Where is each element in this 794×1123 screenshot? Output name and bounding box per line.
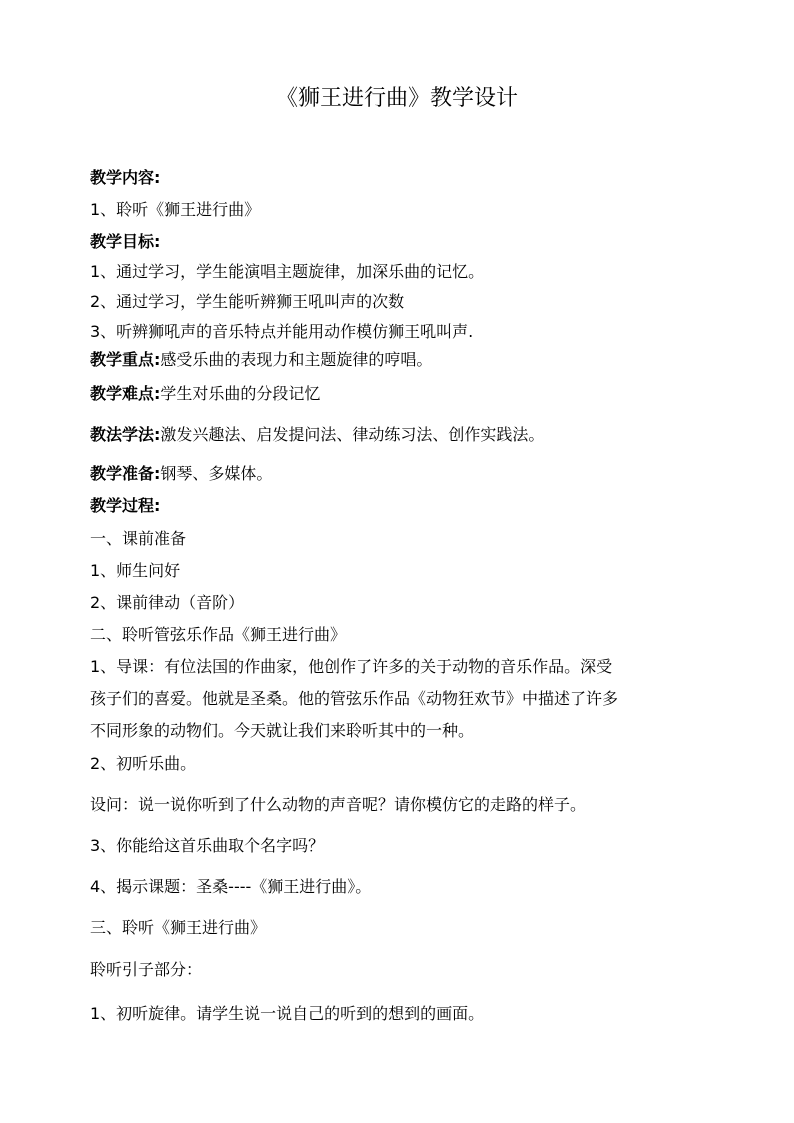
preparation-row	[90, 463, 272, 485]
intro-part-heading: 聆听引子部分：	[90, 960, 203, 979]
section-2-item-3: 3、你能给这首乐曲取个名字吗？	[90, 836, 325, 855]
intro-line-3: 不同形象的动物们。今天就让我们来聆听其中的一种。	[90, 721, 475, 740]
intro-line-2: 孩子们的喜爱。他就是圣桑。他的管弦乐作品《动物狂欢节》中描述了许多	[90, 689, 619, 708]
goals-heading: 教学目标:	[90, 232, 161, 251]
section-1-heading: 一、课前准备	[90, 529, 187, 548]
key-points-row	[90, 349, 432, 371]
methods-label: 教法学法:	[90, 425, 161, 444]
section-3-item-1: 1、初听旋律。请学生说一说自己的听到的想到的画面。	[90, 1004, 485, 1023]
goal-2: 2、通过学习，学生能听辨狮王吼叫声的次数	[90, 292, 405, 311]
goal-1: 1、通过学习，学生能演唱主题旋律，加深乐曲的记忆。	[90, 262, 485, 281]
goal-3: 3、听辨狮吼声的音乐特点并能用动作模仿狮王吼叫声.	[90, 322, 474, 341]
methods-row	[90, 424, 544, 446]
key-points-text: 感受乐曲的表现力和主题旋律的哼唱。	[160, 350, 433, 369]
section-1-item-2: 2、课前律动（音阶）	[90, 593, 245, 612]
difficulties-label: 教学难点:	[90, 384, 161, 403]
section-3-heading: 三、聆听《狮王进行曲》	[90, 918, 267, 937]
difficulties-text: 学生对乐曲的分段记忆	[160, 384, 321, 403]
preparation-label: 教学准备:	[90, 464, 161, 483]
process-heading: 教学过程:	[90, 496, 161, 515]
content-heading: 教学内容:	[90, 168, 161, 187]
section-1-item-1: 1、师生问好	[90, 561, 181, 580]
preparation-text: 钢琴、多媒体。	[160, 464, 273, 483]
key-points-label: 教学重点:	[90, 350, 161, 369]
question-text: 设问：说一说你听到了什么动物的声音呢？请你模仿它的走路的样子。	[90, 795, 587, 814]
section-2-heading: 二、聆听管弦乐作品《狮王进行曲》	[90, 625, 347, 644]
section-2-item-4: 4、揭示课题：圣桑----《狮王进行曲》。	[90, 877, 372, 896]
document-title: 《狮王进行曲》教学设计	[275, 86, 518, 111]
content-item-1: 1、聆听《狮王进行曲》	[90, 200, 261, 219]
intro-line-1: 1、导课：有位法国的作曲家，他创作了许多的关于动物的音乐作品。深受	[90, 657, 613, 676]
section-2-item-2: 2、初听乐曲。	[90, 754, 197, 773]
difficulties-row	[90, 383, 320, 405]
methods-text: 激发兴趣法、启发提问法、律动练习法、创作实践法。	[160, 425, 545, 444]
